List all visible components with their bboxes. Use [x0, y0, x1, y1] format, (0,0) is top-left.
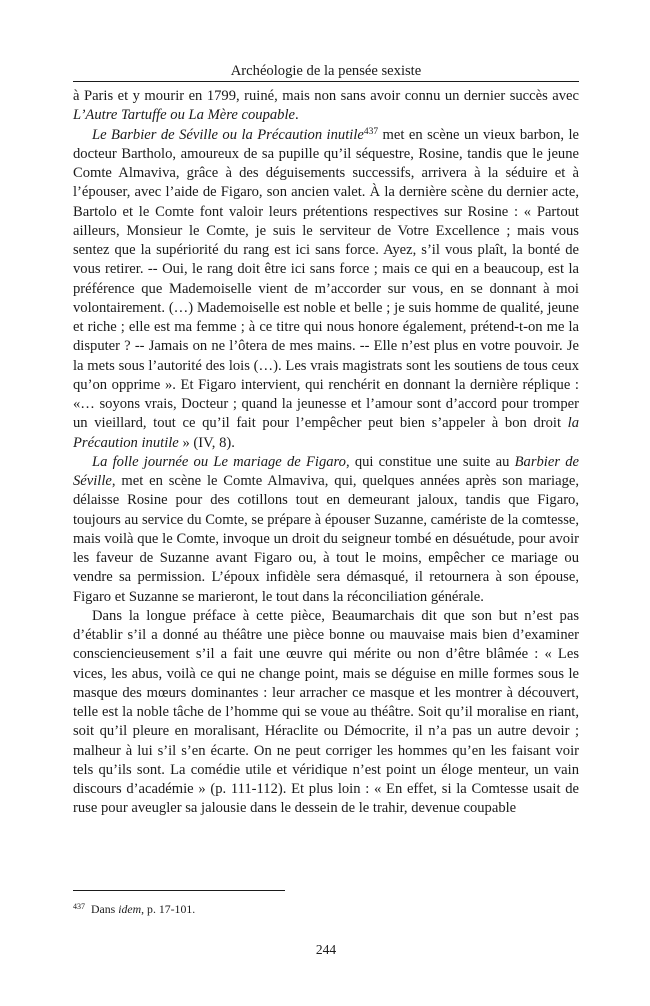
paragraph-2 — [73, 126, 579, 453]
text-run: » (IV, 8). — [178, 434, 235, 451]
footnote-rule — [73, 890, 285, 891]
footnote-reference[interactable]: 437 — [363, 126, 379, 137]
italic-title: La folle journée ou Le mariage de Figaro — [92, 453, 346, 470]
text-run: , p. 17-101. — [141, 902, 196, 916]
italic-term: idem — [118, 902, 142, 916]
text-run: Dans la longue préface à cette pièce, Beaumarchais dit que son but n’est pas d’établir s’il a donné au théâtre une pièce bonne ou mauvaise mais bien d’examiner consciencieusement s’il a fait une œuvre qui mérite ou non d’être blâmée : « Les vices, les abus, voilà ce qui ne change point, mais se déguise en mille formes sous le masque des mœurs dominantes : leur arracher ce masque et les montrer à découvert, telle est la noble tâche de l’homme qui se voue au théâtre. Soit qu’il moralise en riant, soit qu’il pleure en moralisant, Héraclite ou Démocrite, il n’a pas un autre devoir ; malheur à lui s’il s’en écarte. On ne peut corriger les hommes qu’en les faisant voir tels qu’ils sont. La comédie utile et véridique n’est point un éloge menteur, un vain discours d’académie » (p. 111-112). Et plus loin : « En effet, si la Comtesse usait de ruse pour aveugler sa jalousie dans le dessein de le trahir, devenue coupable — [73, 607, 579, 817]
paragraph-1 — [73, 87, 579, 126]
footnote-number: 437 — [73, 902, 85, 911]
italic-title: la Précaution inutile — [73, 415, 579, 451]
italic-title: Le Barbier de Séville ou la Précaution inutile — [92, 126, 364, 143]
body-text — [73, 87, 579, 819]
paragraph-4 — [73, 607, 579, 819]
text-run: , met en scène le Comte Almaviva, qui, quelques années après son mariage, délaisse Rosine pour des cotillons tout en demeurant jaloux, tandis que Figaro, toujours au service du Comte, se prépare à épouser Suzanne, caméristе de la comtesse, mais voilà que le Comte, invoque un droit du seigneur tombé en désuétude, pour avoir les faveur de Suzanne avant Figaro ou, à tout le moins, empêcher ce mariage ou vendre sa permission. L’époux infidèle sera démasqué, il retournera à son épouse, Figaro et Suzanne se marieront, le tout dans la réconciliation générale. — [73, 473, 579, 605]
italic-title: Barbier de Séville — [73, 453, 579, 489]
text-run: . — [295, 107, 299, 124]
text-run: met en scène un vieux barbon, le docteur Bartholo, amoureux de sa pupille qu’il séquestre, Rosine, tandis que le jeune Comte Almaviva, grâce à des déguisements successifs, arrivera à la séduire et à l’épouser, avec l’aide de Figaro, son ancien valet. À la dernière scène du dernier acte, Bartolo et le Comte font valoir leurs prétentions respectives sur Rosine : « Partout ailleurs, Monsieur le Comte, je suis le serviteur de Votre Excellence ; mais vous sentez que la supériorité du rang est ici sans force. Ayez, s’il vous plaît, la bonté de vous retirer. -- Oui, le rang doit être ici sans force ; mais ce qui en a beaucoup, est la préférence que Mademoiselle vient de m’accorder sur vous, en se donnant à moi volontairement. (…) Mademoiselle est noble et belle ; je suis homme de qualité, jeune et riche ; elle est ma femme ; à ce titre qui nous honore également, prétend-t-on me la disputer ? -- Jamais on ne l’ôtera de mes mains. -- Elle n’est plus en votre pouvoir. Je la mets sous l’autorité des lois (…). Les vrais magistrats sont les soutiens de tous ceux qu’on opprime ». Et Figaro intervient, qui renchérit en donnant la dernière réplique : «… soyons vrais, Docteur ; quand la jeunesse et l’amour sont d’accord pour tromper un vieillard, tout ce qu’il fait pour l’empêcher peut bien s’appeler à bon droit — [73, 126, 580, 432]
running-header: Archéologie de la pensée sexiste — [230, 63, 422, 79]
paragraph-3 — [73, 453, 579, 607]
page-number: 244 — [315, 942, 337, 957]
text-run: Dans — [91, 902, 119, 916]
footnote — [73, 899, 579, 917]
text-run: à Paris et y mourir en 1799, ruiné, mais non sans avoir connu un dernier succès avec — [73, 88, 579, 104]
text-run: , qui constitue une suite au — [345, 453, 515, 470]
header-rule — [73, 81, 579, 82]
italic-title: L’Autre Tartuffe ou La Mère coupable — [73, 107, 295, 124]
